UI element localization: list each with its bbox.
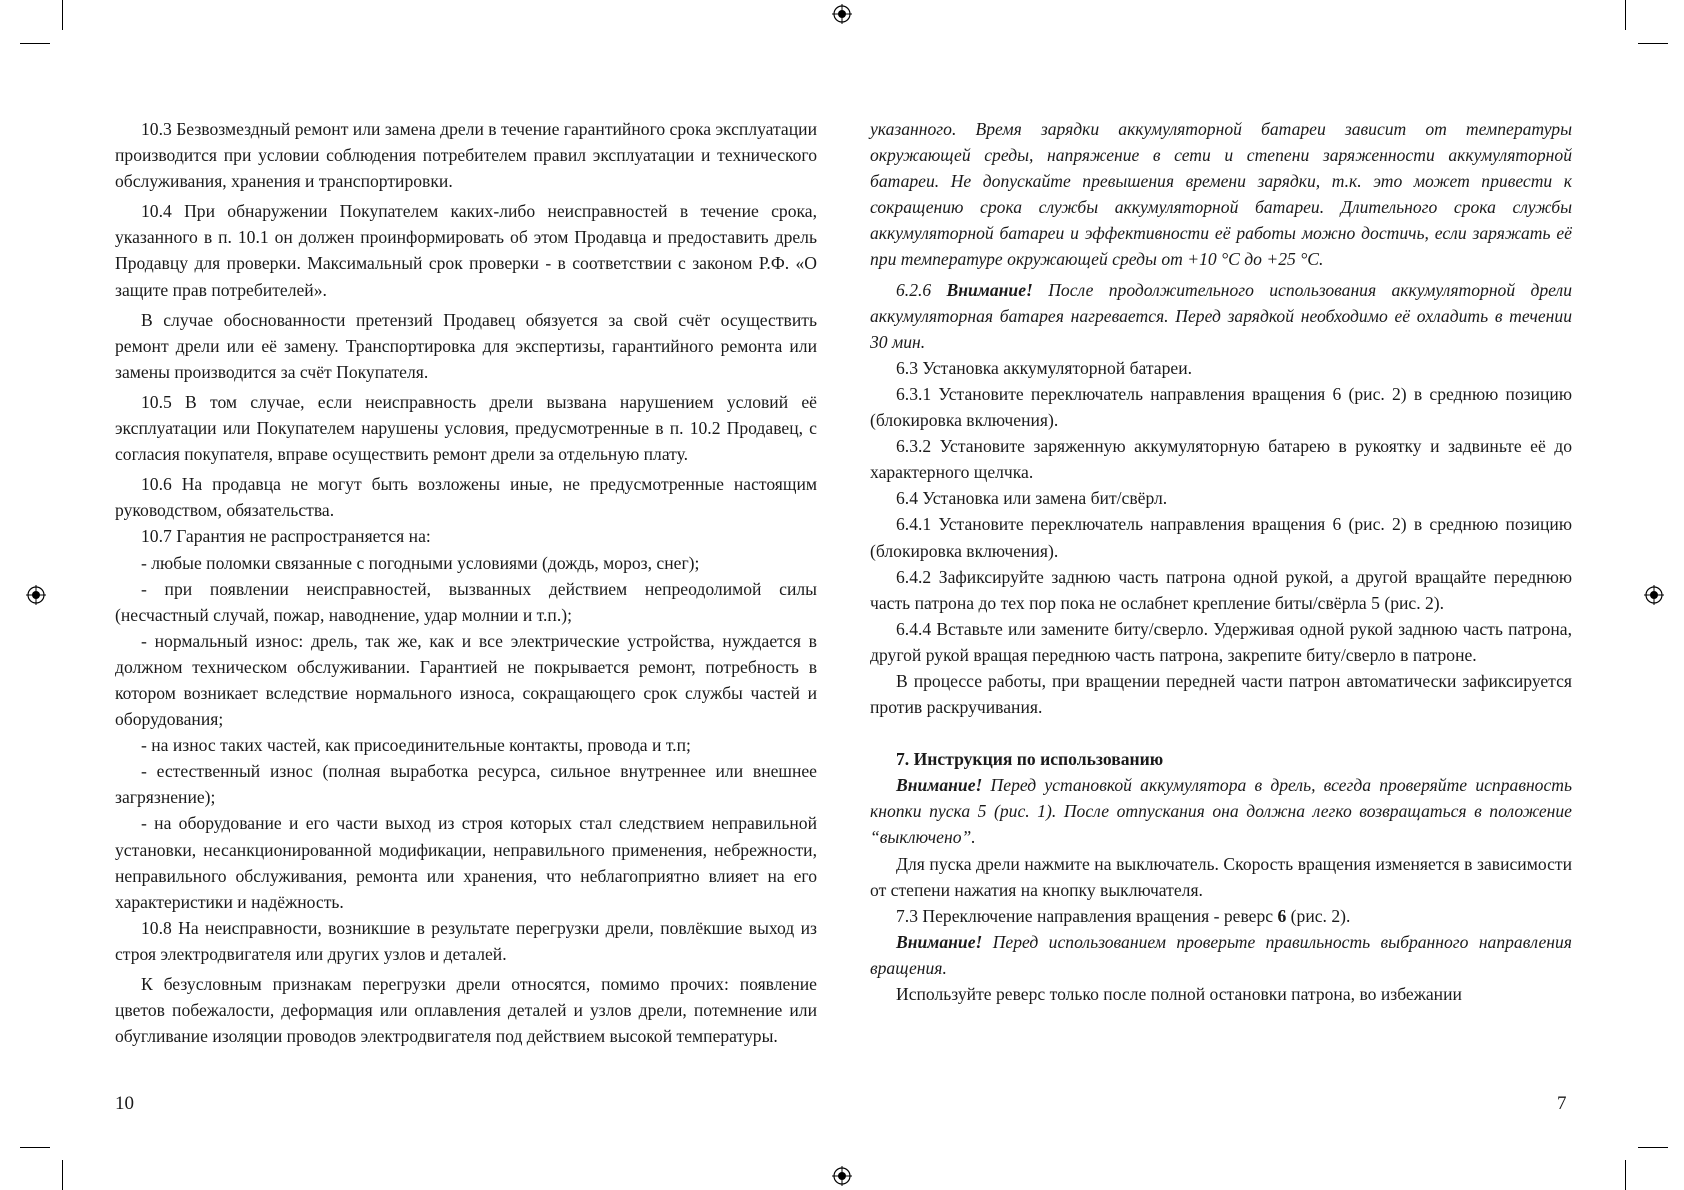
list-item-contacts: - на износ таких частей, как присоединительные контакты, провода и т.п;: [141, 735, 691, 756]
reverse-ref: (рис. 2).: [1286, 905, 1351, 926]
section-number: 6.2.6: [896, 279, 947, 300]
paragraph-6-3-2: 6.3.2 Установите заряженную аккумуляторную батарею в рукоятку и задвиньте её до характерного щелчка.: [870, 436, 1572, 483]
crop-mark-tr-v: [1625, 0, 1626, 30]
list-item-weather: - любые поломки связанные с погодными условиями (дождь, мороз, снег);: [141, 552, 700, 573]
paragraph-charging-time: указанного. Время зарядки аккумуляторной батареи зависит от температуры окружающей среды, напряжение в сети и степени заряженности аккумуляторной батареи. Не допускайте превышения времени зарядки, т.к. это может привести к сокращению срока службы аккумуляторной батареи. Длительного срока службы аккумуляторной батареи и эффективности её работы можно достичь, если заряжать её при температуре окружающей среды от +10 °C до +25 °C.: [870, 119, 1572, 270]
reverse-number: 6: [1277, 905, 1287, 926]
paragraph-10-8: 10.8 На неисправности, возникшие в результате перегрузки дрели, повлёкшие выход из строя электродвигателя или других узлов и деталей.: [115, 917, 817, 964]
paragraph-6-3-1: 6.3.1 Установите переключатель направления вращения 6 (рис. 2) в среднюю позицию (блокировка включения).: [870, 383, 1572, 431]
warning-text: Перед установкой аккумулятора в дрель, всегда проверяйте исправность кнопки пуска 5 (рис. 1). После отпускания она должна легко возвращаться в положение “выключено”.: [870, 775, 1572, 848]
section-heading: 7. Инструкция по использованию: [896, 749, 1164, 770]
paragraph-10-7: 10.7 Гарантия не распространяется на:: [141, 526, 431, 547]
paragraph-6-2-6: [870, 277, 1572, 355]
crop-mark-tr-h: [1638, 43, 1668, 44]
reverse-text: 7.3 Переключение направления вращения - реверс: [896, 905, 1278, 926]
crop-mark-bl-v: [62, 1160, 63, 1190]
paragraph-10-6: 10.6 На продавца не могут быть возложены иные, не предусмотренные настоящим руководством, обязательства.: [115, 474, 817, 521]
paragraph-7-3: [870, 903, 1572, 929]
warning-text: После продолжительного использования аккумуляторной дрели аккумуляторная батарея нагревается. Перед зарядкой необходимо её охладить в течении 30 мин.: [870, 279, 1572, 352]
list-item-normal-wear: - нормальный износ: дрель, так же, как и все электрические устройства, нуждается в должном техническом обслуживании. Гарантией не покрывается ремонт, потребность в котором возникает вследствие нормального износа, сокращающего срок службы частей и оборудования;: [115, 630, 817, 730]
list-item-natural-wear: - естественный износ (полная выработка ресурса, сильное внутреннее или внешнее загрязнение);: [115, 761, 817, 808]
paragraph-6-4: 6.4 Установка или замена бит/свёрл.: [896, 488, 1168, 509]
crop-mark-br-v: [1625, 1160, 1626, 1190]
crop-mark-bl-h: [20, 1147, 50, 1148]
paragraph-6-3: 6.3 Установка аккумуляторной батареи.: [896, 357, 1193, 378]
registration-mark-bottom-icon: [832, 1166, 852, 1186]
crop-mark-br-h: [1638, 1147, 1668, 1148]
paragraph-start: Для пуска дрели нажмите на выключатель. Скорость вращения изменяется в зависимости от степени нажатия на кнопку выключателя.: [870, 853, 1572, 900]
warning-direction: [870, 929, 1572, 981]
paragraph-6-4-4: 6.4.4 Вставьте или замените биту/сверло. Удерживая одной рукой заднюю часть патрона, другой рукой вращая переднюю часть патрона, закрепите биту/сверло в патроне.: [870, 618, 1572, 665]
warning-label: Внимание!: [896, 775, 983, 796]
crop-mark-tl-v: [62, 0, 63, 30]
page-number-right: 7: [1557, 1093, 1567, 1114]
warning-label: Внимание!: [896, 931, 983, 952]
registration-mark-left-icon: [26, 585, 46, 605]
paragraph-claims: В случае обоснованности претензий Продавец обязуется за свой счёт осуществить ремонт дрели или её замену. Транспортировка для экспертизы, гарантийного ремонта или замены производится за счёт Покупателя.: [115, 309, 817, 382]
paragraph-overload-signs: К безусловным признакам перегрузки дрели относятся, помимо прочих: появление цветов побежалости, деформация или оплавления деталей и узлов дрели, потемнение или обугливание изоляции проводов электродвигателя под действием высокой температуры.: [115, 974, 817, 1047]
paragraph-10-3: 10.3 Безвозмездный ремонт или замена дрели в течение гарантийного срока эксплуатации производится при условии соблюдения потребителем правил эксплуатации и технического обслуживания, хранения и транспортировки.: [115, 119, 817, 192]
page-number-left: 10: [115, 1093, 134, 1114]
paragraph-10-5: 10.5 В том случае, если неисправность дрели вызвана нарушением условий её эксплуатации или Покупателем нарушены условия, предусмотренные в п. 10.2 Продавец, с согласия покупателя, вправе осуществить ремонт дрели за отдельную плату.: [115, 391, 817, 465]
crop-mark-tl-h: [20, 43, 50, 44]
spacer: [870, 720, 1572, 746]
list-item-improper-use: - на оборудование и его части выход из строя которых стал следствием неправильной установки, несанкционированной модификации, неправильного применения, небрежности, неправильного обслуживания, ремонта или хранения, что неблагоприятно влияет на его характеристики и надёжность.: [115, 813, 817, 912]
paragraph-6-4-1: 6.4.1 Установите переключатель направления вращения 6 (рис. 2) в среднюю позицию (блокировка включения).: [870, 514, 1572, 561]
warning-battery: [870, 772, 1572, 850]
left-page-text: [115, 116, 817, 1049]
paragraph-auto-lock: В процессе работы, при вращении передней части патрон автоматически зафиксируется против раскручивания.: [870, 670, 1572, 718]
warning-text: Перед использованием проверьте правильность выбранного направления вращения.: [870, 931, 1572, 978]
list-item-force-majeure: - при появлении неисправностей, вызванных действием непреодолимой силы (несчастный случай, пожар, наводнение, удар молнии и т.п.);: [115, 578, 817, 625]
registration-mark-top-icon: [832, 4, 852, 24]
right-page-text: [870, 116, 1572, 1007]
paragraph-reverse-usage: Используйте реверс только после полной остановки патрона, во избежании: [896, 984, 1462, 1004]
paragraph-6-4-2: 6.4.2 Зафиксируйте заднюю часть патрона одной рукой, а другой вращайте переднюю часть патрона до тех пор пока не ослабнет крепление биты/свёрла 5 (рис. 2).: [870, 566, 1572, 613]
paragraph-10-4: 10.4 При обнаружении Покупателем каких-либо неисправностей в течение срока, указанного в п. 10.1 он должен проинформировать об этом Продавца и предоставить дрель Продавцу для проверки. Максимальный срок проверки - в соответствии с законом Р.Ф. «О защите прав потребителей».: [115, 201, 817, 300]
warning-label: Внимание!: [946, 279, 1033, 300]
registration-mark-right-icon: [1644, 585, 1664, 605]
